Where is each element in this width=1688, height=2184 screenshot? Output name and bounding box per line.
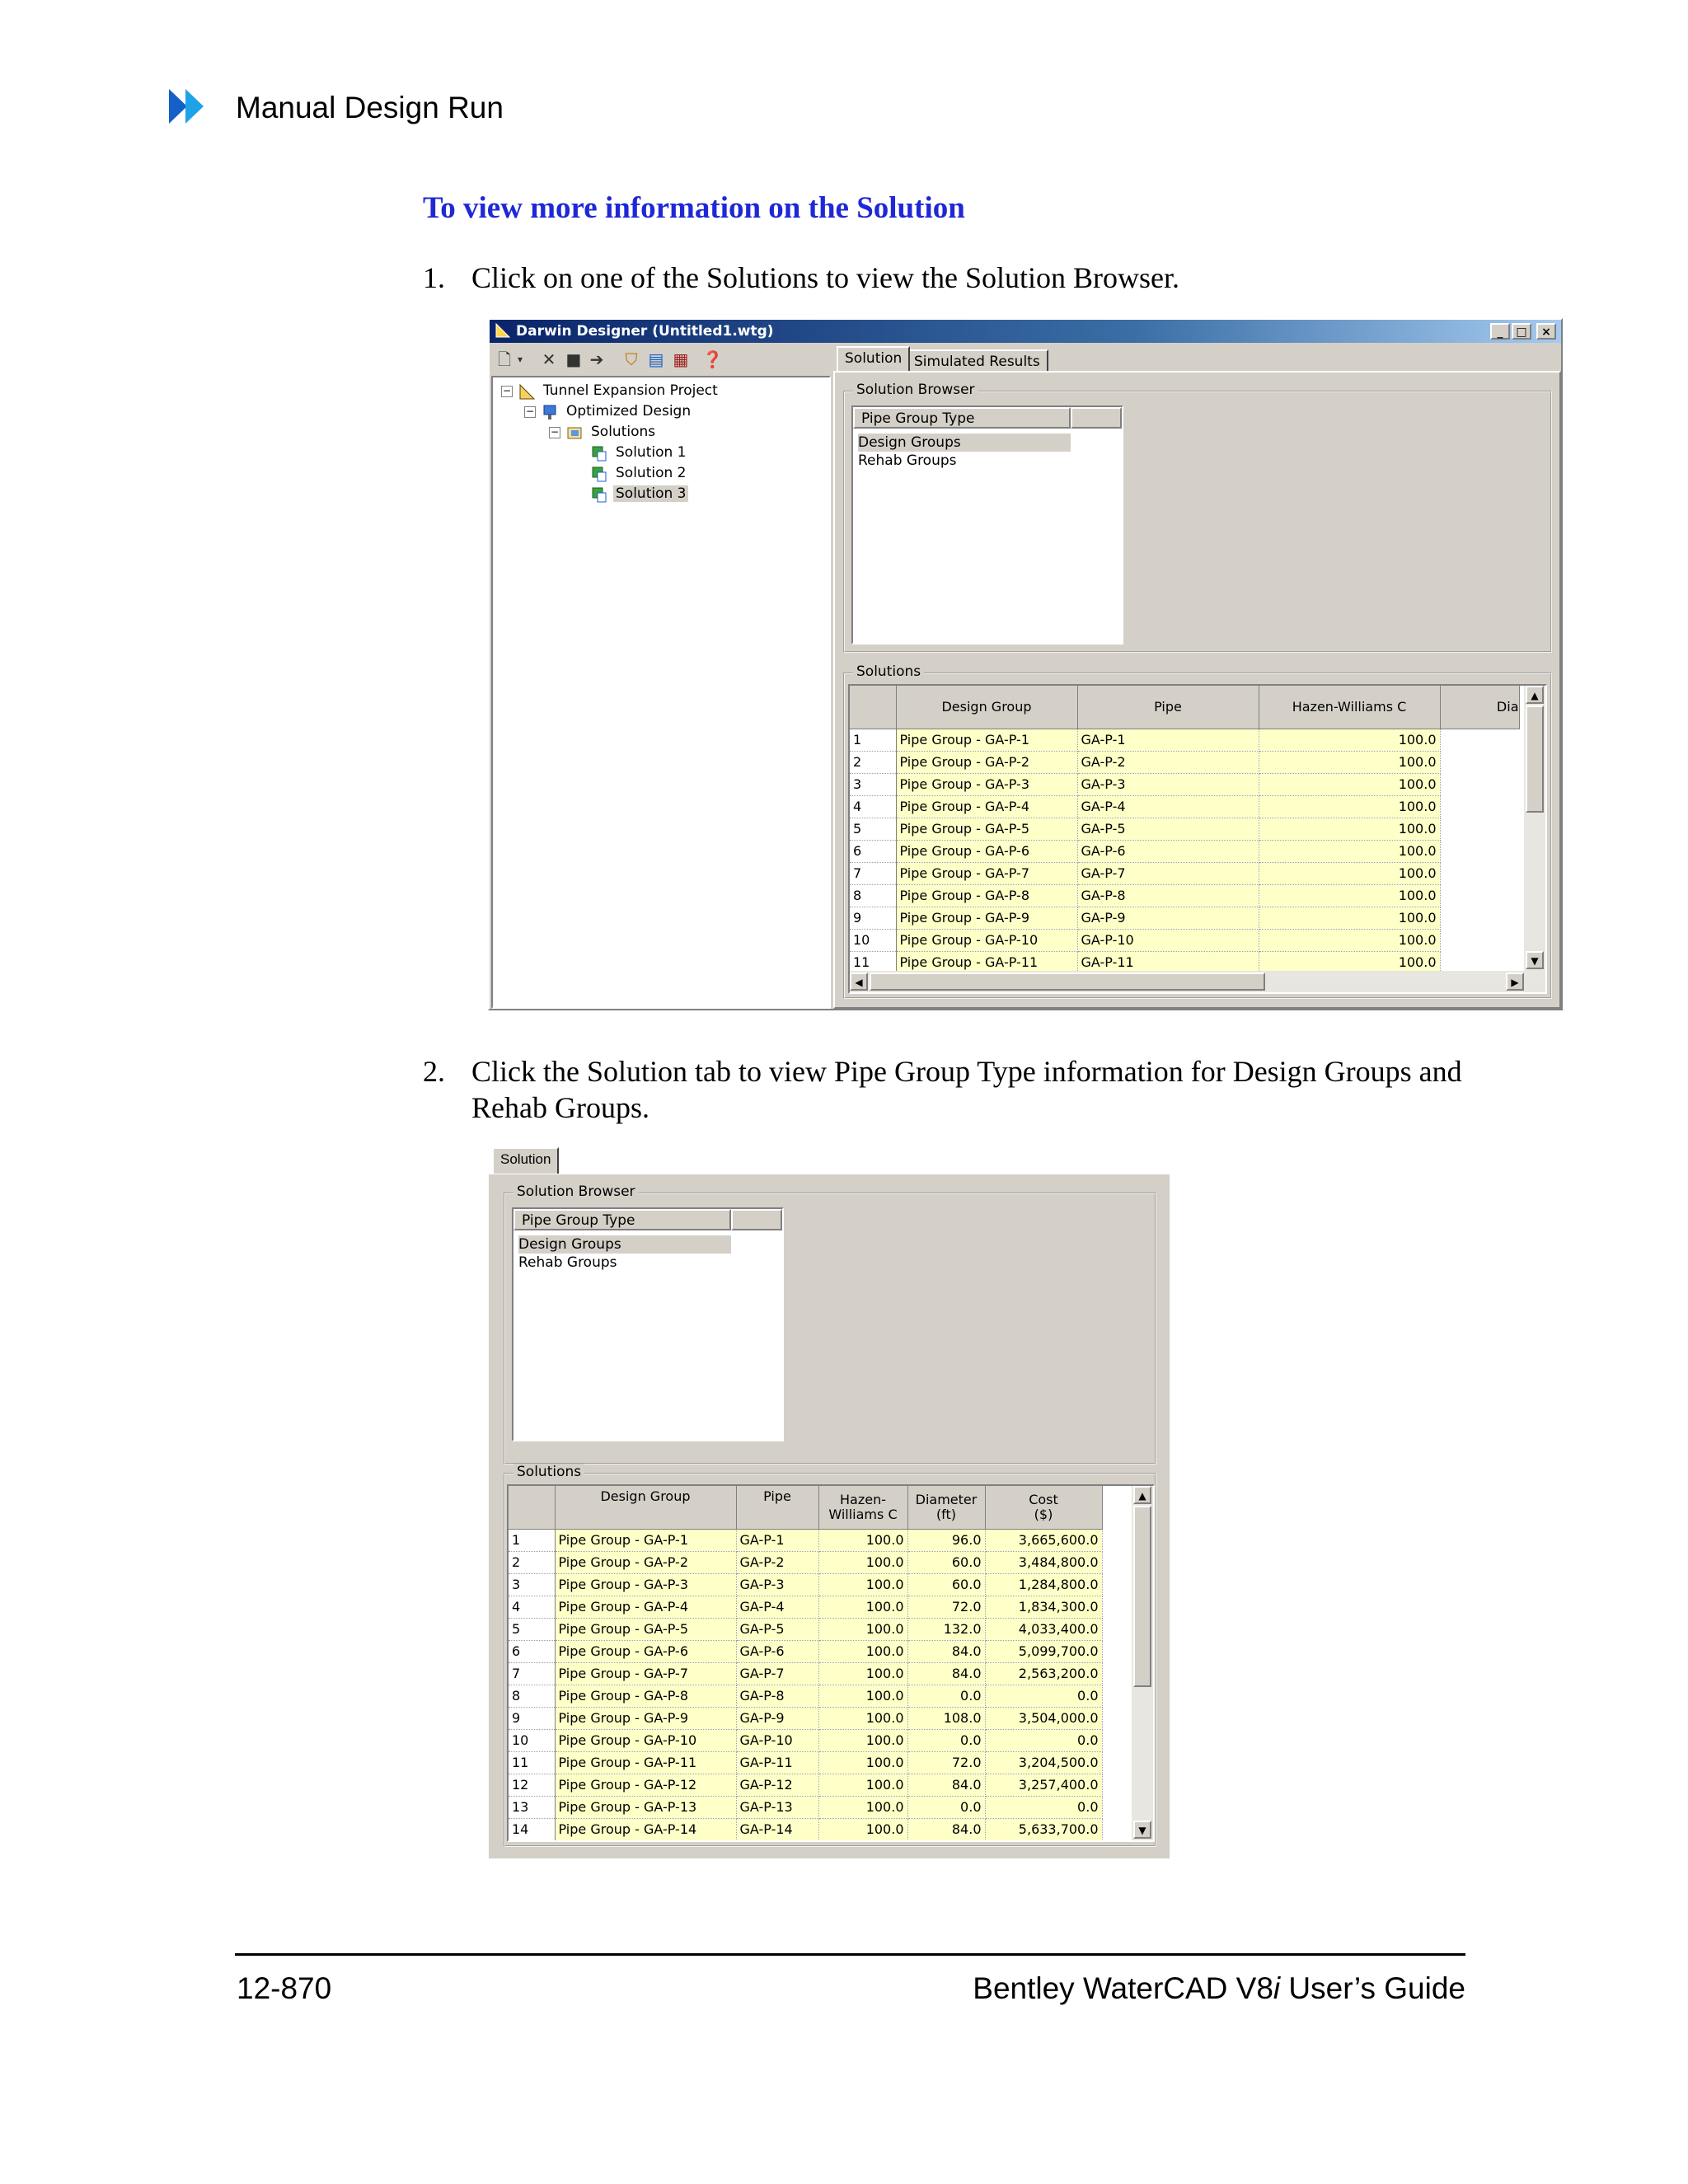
row-number-cell: 10 <box>509 1729 555 1751</box>
dropdown-icon[interactable]: ▾ <box>517 354 523 365</box>
table-cell[interactable]: 100.0 <box>1259 929 1440 951</box>
expander-icon[interactable]: − <box>550 426 560 438</box>
table-row[interactable] <box>850 795 1519 818</box>
table-cell[interactable]: Pipe Group - GA-P-12 <box>555 1774 736 1796</box>
table-cell[interactable]: GA-P-9 <box>1077 907 1259 929</box>
table-cell[interactable]: 100.0 <box>1259 795 1440 818</box>
step-text: Click the Solution tab to view Pipe Group Type information for Design Groups and Rehab Groups. <box>471 1055 1462 1124</box>
solution-icon <box>590 465 608 483</box>
guide-title-italic: i <box>1273 1971 1281 2005</box>
column-header[interactable]: Diameter (ft) <box>907 1486 985 1529</box>
row-number-cell: 1 <box>509 1529 555 1551</box>
table-cell[interactable]: GA-P-4 <box>1077 795 1259 818</box>
table-cell[interactable]: GA-P-13 <box>736 1796 818 1818</box>
table-row[interactable] <box>850 840 1519 862</box>
scroll-up-button[interactable]: ▲ <box>1133 1486 1151 1504</box>
list-item-rehab-groups[interactable]: Rehab Groups <box>858 452 957 469</box>
tree-label: Optimized Design <box>566 403 692 419</box>
row-number-cell: 8 <box>850 884 896 907</box>
table-row[interactable] <box>509 1729 1102 1751</box>
table-cell[interactable]: 100.0 <box>818 1640 907 1662</box>
table-cell[interactable]: 2,563,200.0 <box>985 1662 1102 1685</box>
project-tree <box>491 376 831 1009</box>
table-cell[interactable]: 96.0 <box>907 1529 985 1551</box>
procedure-heading: To view more information on the Solution <box>423 191 965 225</box>
solutions-grid <box>848 684 1547 994</box>
table-cell[interactable]: 100.0 <box>818 1818 907 1840</box>
table-cell[interactable]: GA-P-12 <box>736 1774 818 1796</box>
column-header[interactable]: Cost ($) <box>985 1486 1102 1529</box>
table-cell[interactable]: 100.0 <box>1259 907 1440 929</box>
table-cell[interactable]: Pipe Group - GA-P-5 <box>555 1618 736 1640</box>
project-icon <box>518 382 536 401</box>
row-number-cell: 2 <box>509 1551 555 1573</box>
table-cell[interactable]: 84.0 <box>907 1662 985 1685</box>
tab-solution[interactable]: Solution <box>492 1147 559 1174</box>
table-cell[interactable]: 0.0 <box>985 1685 1102 1707</box>
table-cell[interactable]: GA-P-3 <box>1077 773 1259 795</box>
table-cell[interactable]: 3,484,800.0 <box>985 1551 1102 1573</box>
table-cell[interactable]: GA-P-7 <box>736 1662 818 1685</box>
solutions-group <box>843 663 1552 999</box>
table-cell[interactable]: Pipe Group - GA-P-6 <box>555 1640 736 1662</box>
table-cell[interactable]: 84.0 <box>907 1818 985 1840</box>
table-cell[interactable]: 1,834,300.0 <box>985 1596 1102 1618</box>
group-label: Solutions <box>853 663 924 680</box>
table-cell[interactable]: GA-P-2 <box>1077 751 1259 773</box>
table-cell[interactable]: GA-P-5 <box>736 1618 818 1640</box>
column-header[interactable]: Hazen-Williams C <box>1259 686 1440 729</box>
table-cell[interactable]: 100.0 <box>1259 862 1440 884</box>
table-row[interactable] <box>509 1551 1102 1573</box>
row-number-cell: 8 <box>509 1685 555 1707</box>
list-item-design-groups[interactable]: Design Groups <box>518 1235 731 1254</box>
table-row[interactable] <box>850 951 1519 973</box>
table-cell[interactable]: Pipe Group - GA-P-4 <box>555 1596 736 1618</box>
row-number-cell: 9 <box>509 1707 555 1729</box>
table-cell[interactable]: 0.0 <box>907 1729 985 1751</box>
stop-icon[interactable]: ■ <box>565 349 582 369</box>
list-header-cell-blank <box>731 1209 782 1230</box>
table-cell[interactable]: GA-P-9 <box>736 1707 818 1729</box>
solution-icon <box>590 444 608 462</box>
table-cell[interactable]: 60.0 <box>907 1573 985 1596</box>
table-cell[interactable]: 60.0 <box>907 1551 985 1573</box>
table-cell[interactable]: Pipe Group - GA-P-3 <box>896 773 1077 795</box>
table-cell[interactable]: 3,257,400.0 <box>985 1774 1102 1796</box>
group-label: Solutions <box>513 1464 584 1480</box>
table-cell[interactable]: 108.0 <box>907 1707 985 1729</box>
list-header-cell[interactable]: Pipe Group Type <box>853 407 1071 429</box>
table-cell[interactable]: 84.0 <box>907 1640 985 1662</box>
table-cell[interactable]: 100.0 <box>818 1751 907 1774</box>
table-cell[interactable]: 100.0 <box>818 1774 907 1796</box>
table-cell[interactable]: GA-P-4 <box>736 1596 818 1618</box>
solution-browser-group <box>504 1183 1156 1465</box>
column-header[interactable]: Pipe <box>736 1486 818 1529</box>
row-number-cell: 13 <box>509 1796 555 1818</box>
row-number-cell: 10 <box>850 929 896 951</box>
table-cell[interactable]: Pipe Group - GA-P-11 <box>555 1751 736 1774</box>
step-text: Click on one of the Solutions to view the Solution Browser. <box>471 261 1179 294</box>
table-cell[interactable]: 4,033,400.0 <box>985 1618 1102 1640</box>
darwin-designer-window <box>488 318 1563 1010</box>
solution-browser-group <box>843 382 1552 653</box>
table-cell[interactable]: 84.0 <box>907 1774 985 1796</box>
list-header <box>513 1209 782 1230</box>
solution-tab-panel <box>489 1173 1170 1858</box>
table-cell[interactable]: GA-P-1 <box>1077 729 1259 751</box>
tree-label: Solution 3 <box>613 485 688 502</box>
table-cell[interactable]: 100.0 <box>818 1685 907 1707</box>
solutions-table <box>509 1486 1103 1841</box>
row-number-cell: 14 <box>509 1818 555 1840</box>
table-cell[interactable]: Pipe Group - GA-P-9 <box>555 1707 736 1729</box>
row-number-cell: 4 <box>850 795 896 818</box>
table-cell[interactable]: Pipe Group - GA-P-14 <box>555 1818 736 1840</box>
tree-label: Solution 1 <box>616 444 687 461</box>
scroll-up-button[interactable]: ▲ <box>1526 686 1544 704</box>
table-cell[interactable]: 100.0 <box>1259 884 1440 907</box>
maximize-button[interactable]: □ <box>1512 323 1531 340</box>
table-cell[interactable]: GA-P-10 <box>736 1729 818 1751</box>
table-cell[interactable]: Pipe Group - GA-P-10 <box>896 929 1077 951</box>
step-number: 1. <box>423 261 445 294</box>
list-header <box>853 407 1122 429</box>
table-cell[interactable]: 0.0 <box>985 1796 1102 1818</box>
solutions-folder-icon <box>565 424 584 442</box>
list-item-rehab-groups[interactable]: Rehab Groups <box>518 1254 617 1271</box>
tab-page <box>833 371 1561 1009</box>
table-cell[interactable]: 100.0 <box>1259 951 1440 973</box>
table-cell[interactable]: 100.0 <box>1259 840 1440 862</box>
table-cell[interactable]: GA-P-7 <box>1077 862 1259 884</box>
column-header-rownum <box>509 1486 555 1529</box>
table-row[interactable] <box>850 729 1519 751</box>
solution-icon <box>590 485 608 504</box>
row-number-cell: 5 <box>850 818 896 840</box>
table-row[interactable] <box>850 929 1519 951</box>
table-cell[interactable]: 100.0 <box>818 1551 907 1573</box>
column-header[interactable]: Dia <box>1440 686 1519 729</box>
table-row[interactable] <box>509 1640 1102 1662</box>
table-row[interactable] <box>850 907 1519 929</box>
row-number-cell: 6 <box>850 840 896 862</box>
solutions-group <box>504 1464 1156 1847</box>
table-cell[interactable]: GA-P-8 <box>736 1685 818 1707</box>
table-cell[interactable]: Pipe Group - GA-P-7 <box>896 862 1077 884</box>
column-header[interactable]: Pipe <box>1077 686 1259 729</box>
table-cell[interactable]: GA-P-1 <box>736 1529 818 1551</box>
close-button[interactable]: × <box>1536 323 1556 340</box>
table-cell[interactable]: 100.0 <box>1259 818 1440 840</box>
table-cell[interactable]: GA-P-6 <box>1077 840 1259 862</box>
export-icon[interactable]: ➔ <box>589 349 604 369</box>
table-cell[interactable]: Pipe Group - GA-P-6 <box>896 840 1077 862</box>
minimize-button[interactable]: _ <box>1490 323 1510 340</box>
table-cell[interactable]: Pipe Group - GA-P-3 <box>555 1573 736 1596</box>
table-cell[interactable]: Pipe Group - GA-P-1 <box>896 729 1077 751</box>
step-number: 2. <box>423 1055 445 1088</box>
table-cell[interactable]: 3,204,500.0 <box>985 1751 1102 1774</box>
table-row[interactable] <box>509 1618 1102 1640</box>
table-row[interactable] <box>509 1662 1102 1685</box>
group-label: Solution Browser <box>513 1183 639 1200</box>
expander-icon[interactable]: − <box>502 385 512 396</box>
chapter-arrows-icon <box>169 89 220 124</box>
table-cell[interactable]: Pipe Group - GA-P-5 <box>896 818 1077 840</box>
table-cell[interactable]: 100.0 <box>1259 729 1440 751</box>
table-cell[interactable]: GA-P-2 <box>736 1551 818 1573</box>
footer-rule <box>235 1953 1465 1956</box>
table-cell[interactable]: 72.0 <box>907 1596 985 1618</box>
row-number-cell: 3 <box>509 1573 555 1596</box>
table-cell[interactable]: GA-P-11 <box>736 1751 818 1774</box>
table-cell[interactable]: GA-P-3 <box>736 1573 818 1596</box>
compute-icon[interactable]: ⛉ <box>625 349 638 369</box>
column-header[interactable]: Design Group <box>896 686 1077 729</box>
list-item-design-groups[interactable]: Design Groups <box>858 434 1071 452</box>
table-cell[interactable]: Pipe Group - GA-P-4 <box>896 795 1077 818</box>
table-cell[interactable]: Pipe Group - GA-P-2 <box>555 1551 736 1573</box>
table-cell[interactable]: Pipe Group - GA-P-8 <box>896 884 1077 907</box>
table-cell[interactable]: Pipe Group - GA-P-10 <box>555 1729 736 1751</box>
table-cell[interactable]: GA-P-14 <box>736 1818 818 1840</box>
table-cell[interactable]: Pipe Group - GA-P-7 <box>555 1662 736 1685</box>
table-cell[interactable]: 100.0 <box>1259 751 1440 773</box>
table-cell[interactable]: Pipe Group - GA-P-1 <box>555 1529 736 1551</box>
table-row[interactable] <box>509 1707 1102 1729</box>
table-cell[interactable]: Pipe Group - GA-P-2 <box>896 751 1077 773</box>
tab-simulated-results[interactable]: Simulated Results <box>906 349 1048 373</box>
new-icon[interactable]: 🗋 <box>497 349 512 369</box>
tab-solution[interactable]: Solution <box>837 346 910 371</box>
app-icon <box>495 322 511 339</box>
table-cell[interactable]: 100.0 <box>818 1729 907 1751</box>
column-header-rownum <box>850 686 896 729</box>
table-cell[interactable]: GA-P-10 <box>1077 929 1259 951</box>
solutions-table <box>850 686 1520 974</box>
pipe-group-type-list[interactable] <box>851 405 1123 644</box>
table-row[interactable] <box>509 1796 1102 1818</box>
table-cell[interactable]: 0.0 <box>907 1796 985 1818</box>
table-cell[interactable]: 100.0 <box>818 1707 907 1729</box>
table-cell[interactable]: 0.0 <box>907 1685 985 1707</box>
row-number-cell: 11 <box>509 1751 555 1774</box>
row-number-cell: 5 <box>509 1618 555 1640</box>
table-row[interactable] <box>850 818 1519 840</box>
table-cell[interactable]: 3,665,600.0 <box>985 1529 1102 1551</box>
list-header-cell-blank <box>1071 407 1122 429</box>
table-cell[interactable]: 100.0 <box>1259 773 1440 795</box>
guide-title-prefix: Bentley WaterCAD V8 <box>973 1971 1273 2005</box>
row-number-cell: 9 <box>850 907 896 929</box>
table-cell[interactable]: 132.0 <box>907 1618 985 1640</box>
row-number-cell: 3 <box>850 773 896 795</box>
table-row[interactable] <box>509 1818 1102 1840</box>
table-row[interactable] <box>850 862 1519 884</box>
table-row[interactable] <box>509 1774 1102 1796</box>
table-cell[interactable]: 1,284,800.0 <box>985 1573 1102 1596</box>
table-cell[interactable]: Pipe Group - GA-P-9 <box>896 907 1077 929</box>
table-cell[interactable]: 100.0 <box>818 1662 907 1685</box>
row-number-cell: 4 <box>509 1596 555 1618</box>
table-cell[interactable]: 100.0 <box>818 1573 907 1596</box>
scroll-thumb[interactable] <box>1526 705 1544 813</box>
group-label: Solution Browser <box>853 382 978 398</box>
table-cell[interactable]: 100.0 <box>818 1618 907 1640</box>
scroll-right-button[interactable]: ▶ <box>1506 972 1524 991</box>
guide-title <box>973 1971 1465 2006</box>
row-number-cell: 7 <box>509 1662 555 1685</box>
tree-label: Tunnel Expansion Project <box>543 382 718 399</box>
delete-icon[interactable]: ✕ <box>542 349 556 369</box>
table-row[interactable] <box>850 751 1519 773</box>
list-header-cell[interactable]: Pipe Group Type <box>513 1209 731 1230</box>
expander-icon[interactable]: − <box>525 405 535 417</box>
table-row[interactable] <box>509 1751 1102 1774</box>
vertical-scrollbar[interactable] <box>1524 686 1545 971</box>
table-cell[interactable]: 100.0 <box>818 1596 907 1618</box>
horizontal-scrollbar[interactable] <box>850 971 1545 992</box>
table-cell[interactable]: GA-P-5 <box>1077 818 1259 840</box>
table-cell[interactable]: 3,504,000.0 <box>985 1707 1102 1729</box>
graph-icon[interactable]: ▦ <box>673 349 689 369</box>
window-titlebar[interactable] <box>490 320 1561 343</box>
table-cell[interactable]: Pipe Group - GA-P-11 <box>896 951 1077 973</box>
table-cell[interactable]: 100.0 <box>818 1796 907 1818</box>
design-icon <box>541 403 559 421</box>
table-cell[interactable]: GA-P-11 <box>1077 951 1259 973</box>
table-cell[interactable]: Pipe Group - GA-P-8 <box>555 1685 736 1707</box>
hscroll-thumb[interactable] <box>870 972 1265 991</box>
chapter-title: Manual Design Run <box>236 91 504 124</box>
table-cell[interactable]: 5,633,700.0 <box>985 1818 1102 1840</box>
table-row[interactable] <box>509 1529 1102 1551</box>
table-cell[interactable]: 5,099,700.0 <box>985 1640 1102 1662</box>
tree-label: Solutions <box>591 424 656 440</box>
table-cell[interactable]: GA-P-8 <box>1077 884 1259 907</box>
table-row[interactable] <box>509 1573 1102 1596</box>
guide-title-suffix: User’s Guide <box>1280 1971 1465 2005</box>
scroll-left-button[interactable]: ◀ <box>850 972 868 991</box>
tree-label: Solution 2 <box>616 465 687 481</box>
row-number-cell: 6 <box>509 1640 555 1662</box>
row-number-cell: 1 <box>850 729 896 751</box>
table-cell[interactable]: 0.0 <box>985 1729 1102 1751</box>
table-row[interactable] <box>850 773 1519 795</box>
table-cell[interactable]: Pipe Group - GA-P-13 <box>555 1796 736 1818</box>
row-number-cell: 7 <box>850 862 896 884</box>
solutions-grid <box>507 1484 1155 1842</box>
table-row[interactable] <box>850 884 1519 907</box>
table-cell[interactable]: 100.0 <box>818 1529 907 1551</box>
table-cell[interactable]: GA-P-6 <box>736 1640 818 1662</box>
help-icon[interactable]: ❓ <box>702 349 723 369</box>
pipe-group-type-list[interactable] <box>512 1207 784 1441</box>
scroll-down-button[interactable]: ▼ <box>1133 1821 1151 1839</box>
report-icon[interactable]: ▤ <box>648 349 664 369</box>
vertical-scrollbar[interactable] <box>1132 1486 1153 1840</box>
column-header[interactable]: Design Group <box>555 1486 736 1529</box>
scroll-down-button[interactable]: ▼ <box>1526 951 1544 969</box>
table-row[interactable] <box>509 1685 1102 1707</box>
window-title: Darwin Designer (Untitled1.wtg) <box>516 323 774 340</box>
column-header[interactable]: Hazen- Williams C <box>818 1486 907 1529</box>
table-cell[interactable]: 72.0 <box>907 1751 985 1774</box>
scroll-thumb[interactable] <box>1133 1506 1151 1687</box>
row-number-cell: 2 <box>850 751 896 773</box>
row-number-cell: 12 <box>509 1774 555 1796</box>
page-number: 12-870 <box>237 1971 332 2005</box>
row-number-cell: 11 <box>850 951 896 973</box>
table-row[interactable] <box>509 1596 1102 1618</box>
